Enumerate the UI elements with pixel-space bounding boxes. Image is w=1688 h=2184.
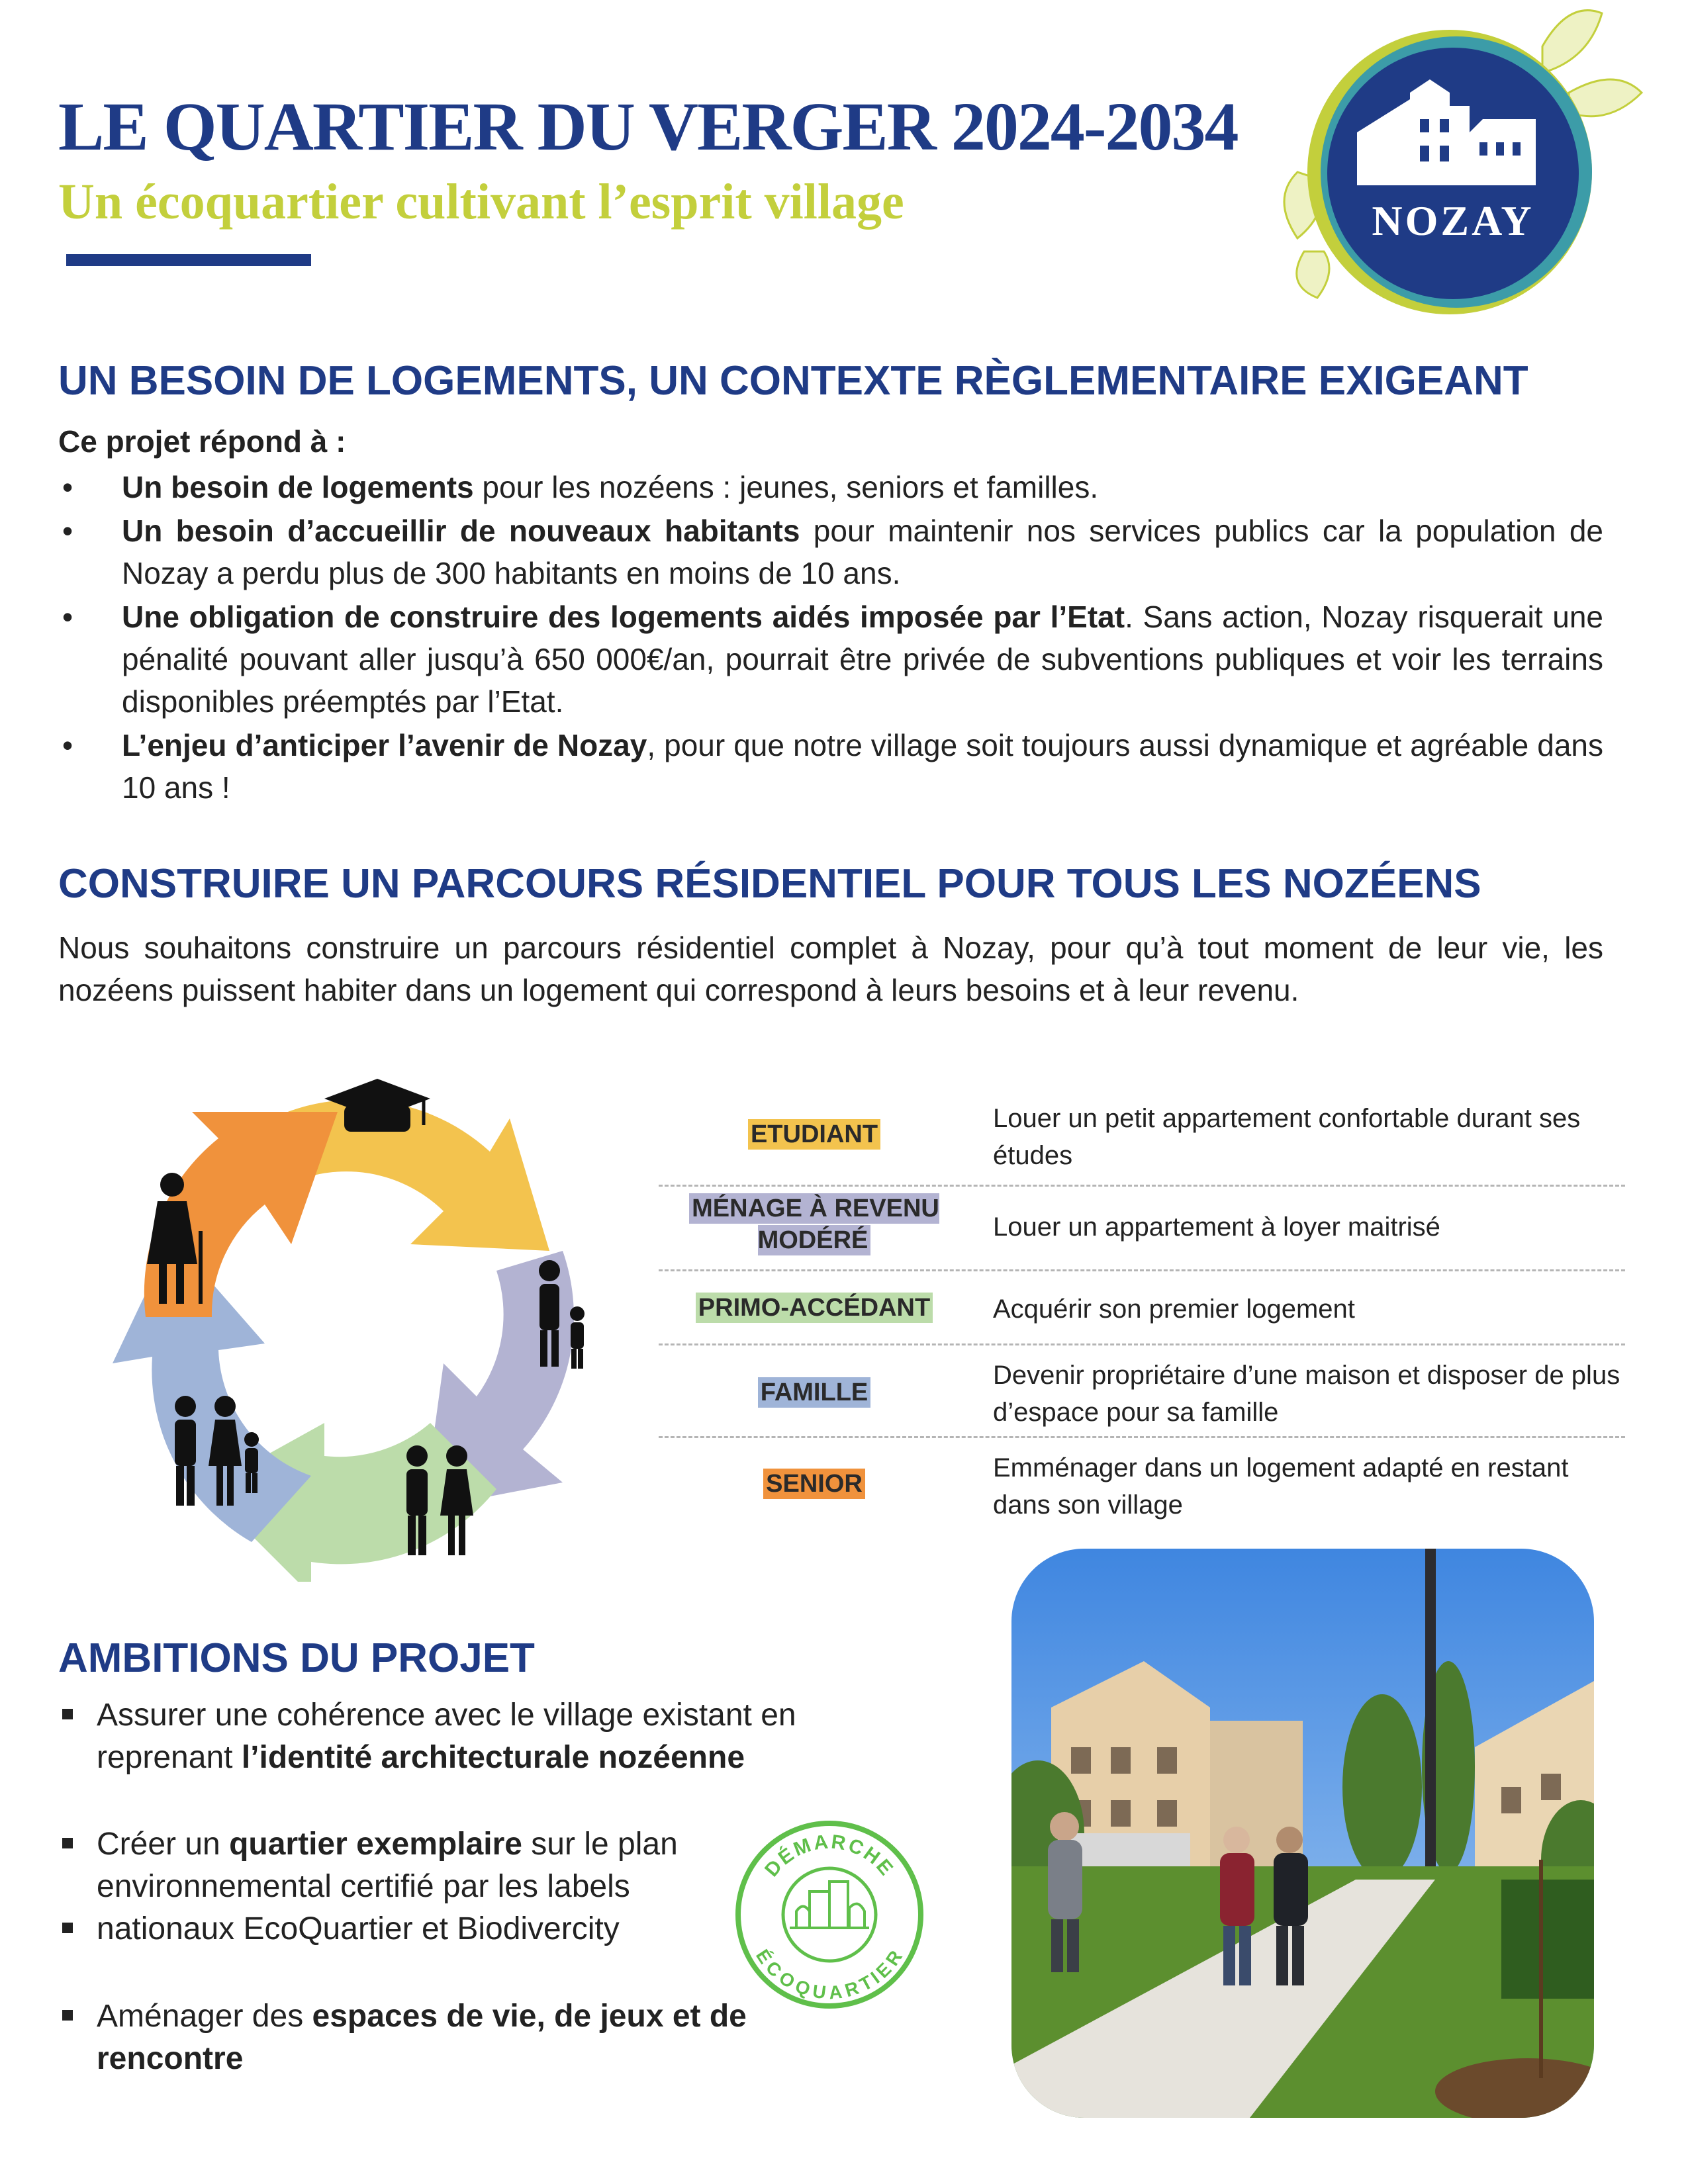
section2-heading: CONSTRUIRE UN PARCOURS RÉSIDENTIEL POUR TOUS LES NOZÉENS: [58, 861, 1481, 907]
buildings-icon: [790, 1882, 869, 1928]
svg-text:ÉCOQUARTIER: ÉCOQUARTIER: [751, 1946, 908, 2003]
ecoquartier-badge: [733, 1819, 925, 2011]
row-divider: [659, 1185, 1625, 1187]
tag-menage: MÉNAGE À REVENU MODÉRÉ: [682, 1193, 947, 1256]
title-underline: [66, 254, 311, 266]
bullet-item: • Une obligation de construire des logements aidés imposée par l’Etat. Sans action, Nozay risquerait une pénalité pouvant aller jusqu’à 650 000€/an, pourrait être privée de subventions publiques et voir les terrains disponibles préemptés par l’Etat.: [62, 600, 1603, 719]
tag-primo: PRIMO-ACCÉDANT: [662, 1292, 966, 1324]
ambitions-list: [58, 1694, 879, 1779]
section3-heading: AMBITIONS DU PROJET: [58, 1635, 535, 1681]
ambition-item: Assurer une cohérence avec le village existant en reprenant l’identité architecturale nozéenne: [58, 1694, 879, 1779]
site-photo: [1011, 1549, 1594, 2118]
residential-cycle-diagram: [99, 1052, 629, 1582]
tag-senior: SENIOR: [662, 1468, 966, 1500]
tag-etudiant: ETUDIANT: [662, 1118, 966, 1150]
desc-etudiant: Louer un petit appartement confortable durant ses études: [993, 1104, 1581, 1170]
desc-menage: Louer un appartement à loyer maitrisé: [993, 1212, 1440, 1242]
row-divider: [659, 1343, 1625, 1345]
ambitions-list: [58, 1995, 786, 2080]
nozay-logo: [1258, 0, 1655, 331]
logo-text: NOZAY: [1372, 197, 1534, 244]
section1-lead: Ce projet répond à :: [58, 424, 346, 459]
section1-heading: UN BESOIN DE LOGEMENTS, UN CONTEXTE RÈGLEMENTAIRE EXIGEANT: [58, 358, 1528, 404]
row-divider: [659, 1436, 1625, 1438]
ambition-item: nationaux EcoQuartier et Biodivercity: [58, 1908, 753, 1950]
desc-primo: Acquérir son premier logement: [993, 1295, 1355, 1324]
bullet-item: • Un besoin de logements pour les nozéens : jeunes, seniors et familles.: [62, 470, 1099, 504]
ambitions-list: [58, 1823, 753, 1950]
ambition-item: Créer un quartier exemplaire sur le plan environnemental certifié par les labels: [58, 1823, 753, 1908]
section2-paragraph: Nous souhaitons construire un parcours résidentiel complet à Nozay, pour qu’à tout moment de leur vie, les nozéens puissent habiter dans un logement qui correspond à leurs besoins et à leur revenu.: [58, 931, 1603, 1007]
svg-text:DÉMARCHE: DÉMARCHE: [761, 1831, 898, 1882]
ambition-item: Aménager des espaces de vie, de jeux et de rencontre: [58, 1995, 786, 2080]
family-icon: [175, 1396, 259, 1506]
bullet-item: • L’enjeu d’anticiper l’avenir de Nozay, pour que notre village soit toujours aussi dynamique et agréable dans 10 ans !: [62, 728, 1603, 805]
row-divider: [659, 1269, 1625, 1271]
page-subtitle: Un écoquartier cultivant l’esprit village: [58, 174, 904, 230]
tag-famille: FAMILLE: [662, 1377, 966, 1408]
desc-famille: Devenir propriétaire d’une maison et disposer de plus d’espace pour sa famille: [993, 1361, 1620, 1427]
section1-bullets: [58, 466, 1603, 810]
page-title: LE QUARTIER DU VERGER 2024-2034: [58, 89, 1238, 165]
bullet-item: • Un besoin d’accueillir de nouveaux habitants pour maintenir nos services publics car la population de Nozay a perdu plus de 300 habitants en moins de 10 ans.: [62, 514, 1603, 590]
desc-senior: Emménager dans un logement adapté en restant dans son village: [993, 1453, 1569, 1520]
